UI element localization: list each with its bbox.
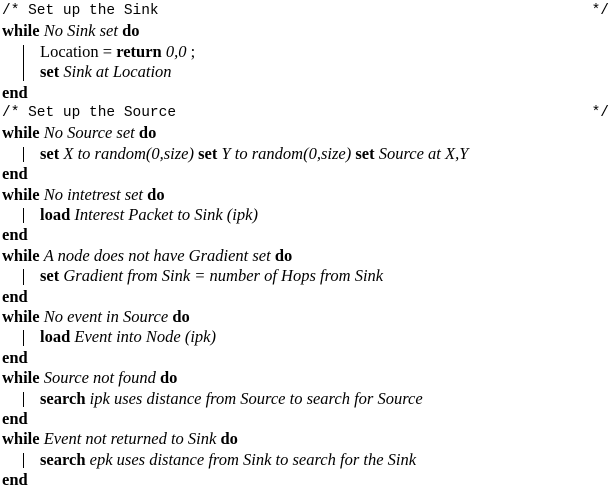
keyword-while: while (2, 307, 40, 326)
keyword-while: while (2, 245, 40, 265)
end-line (0, 287, 613, 307)
comment-line (0, 1, 613, 21)
keyword-while: while (2, 21, 40, 41)
keyword-do: do (122, 21, 140, 41)
while-header (0, 123, 613, 143)
keyword-do: do (220, 429, 238, 449)
keyword: set (355, 143, 375, 163)
statement-text: Sink at Location (59, 62, 172, 82)
comment-text (2, 1, 159, 21)
end-line (0, 225, 613, 245)
keyword-end: end (2, 286, 28, 306)
keyword-do: do (274, 245, 293, 265)
loop-condition: A node does not have Gradient set (43, 245, 271, 265)
comment-line (0, 103, 613, 123)
block-indent-rule (23, 453, 24, 468)
keyword-end: end (2, 82, 28, 102)
keyword-do: do (159, 368, 178, 388)
block-indent-rule (23, 330, 24, 345)
while-header (0, 429, 613, 449)
keyword-while: while (2, 368, 40, 388)
statement-text: Source at X,Y (374, 143, 469, 163)
while-header (0, 246, 613, 266)
statement-text: epk uses distance from Sink to search for the Sink (85, 449, 417, 469)
loop-condition: Source not found (43, 368, 156, 388)
block-indent-rule (23, 208, 24, 223)
end-line (0, 470, 613, 490)
statement-text: ; (186, 41, 196, 61)
keyword: set (198, 143, 218, 163)
keyword: set (40, 62, 60, 82)
while-header (0, 21, 613, 41)
keyword-while: while (2, 123, 40, 143)
keyword-do: do (172, 307, 190, 326)
keyword: set (40, 143, 60, 163)
loop-body-line (0, 62, 613, 82)
keyword-end: end (2, 409, 28, 428)
comment-text (2, 103, 176, 123)
loop-body-line (0, 450, 613, 470)
while-header (0, 368, 613, 388)
loop-body-line (0, 389, 613, 409)
loop-body-line (0, 266, 613, 286)
keyword-do: do (138, 123, 157, 143)
block-indent-rule (23, 45, 24, 81)
keyword-end: end (2, 347, 28, 367)
loop-body-line (0, 327, 613, 347)
block-indent-rule (23, 269, 24, 284)
block-indent-rule (23, 392, 24, 407)
statement-text: Interest Packet to Sink (ipk) (70, 205, 258, 224)
statement-text: 0,0 (161, 41, 187, 61)
end-line (0, 164, 613, 184)
block-indent-rule (23, 147, 24, 162)
keyword: load (40, 327, 71, 347)
keyword-while: while (2, 429, 40, 449)
comment-open: /* (2, 3, 20, 19)
comment-close: */ (591, 3, 609, 19)
keyword: load (40, 205, 71, 224)
statement-text: X to random(0,size) (59, 143, 199, 163)
keyword: search (40, 388, 86, 408)
comment-close: */ (591, 105, 609, 121)
loop-body-line (0, 144, 613, 164)
loop-body-line (0, 42, 613, 62)
keyword-while: while (2, 184, 40, 204)
statement-text: ipk uses distance from Source to search for Source (85, 388, 423, 408)
keyword: return (116, 41, 162, 61)
comment-label: Set up the Source (28, 105, 177, 121)
loop-body-line (0, 205, 613, 225)
comment-label: Set up the Sink (28, 3, 159, 19)
loop-condition: No Source set (43, 123, 135, 143)
comment-open: /* (2, 105, 20, 121)
loop-condition: No Sink set (43, 21, 118, 41)
statement-text: Event into Node (ipk) (70, 327, 216, 347)
end-line (0, 409, 613, 429)
end-line (0, 348, 613, 368)
end-line (0, 83, 613, 103)
loop-condition: No event in Source (43, 307, 169, 326)
keyword-end: end (2, 225, 28, 245)
statement-text: Gradient from Sink = number of Hops from Sink (59, 266, 384, 286)
keyword: search (40, 449, 86, 469)
keyword-end: end (2, 470, 28, 490)
keyword-end: end (2, 164, 28, 184)
keyword: set (40, 266, 60, 286)
keyword-do: do (147, 184, 165, 204)
statement-text: Location = (40, 41, 117, 61)
loop-condition: No intetrest set (43, 184, 144, 204)
while-header (0, 185, 613, 205)
statement-text: Y to random(0,size) (217, 143, 356, 163)
while-header (0, 307, 613, 327)
loop-condition: Event not returned to Sink (43, 429, 217, 449)
